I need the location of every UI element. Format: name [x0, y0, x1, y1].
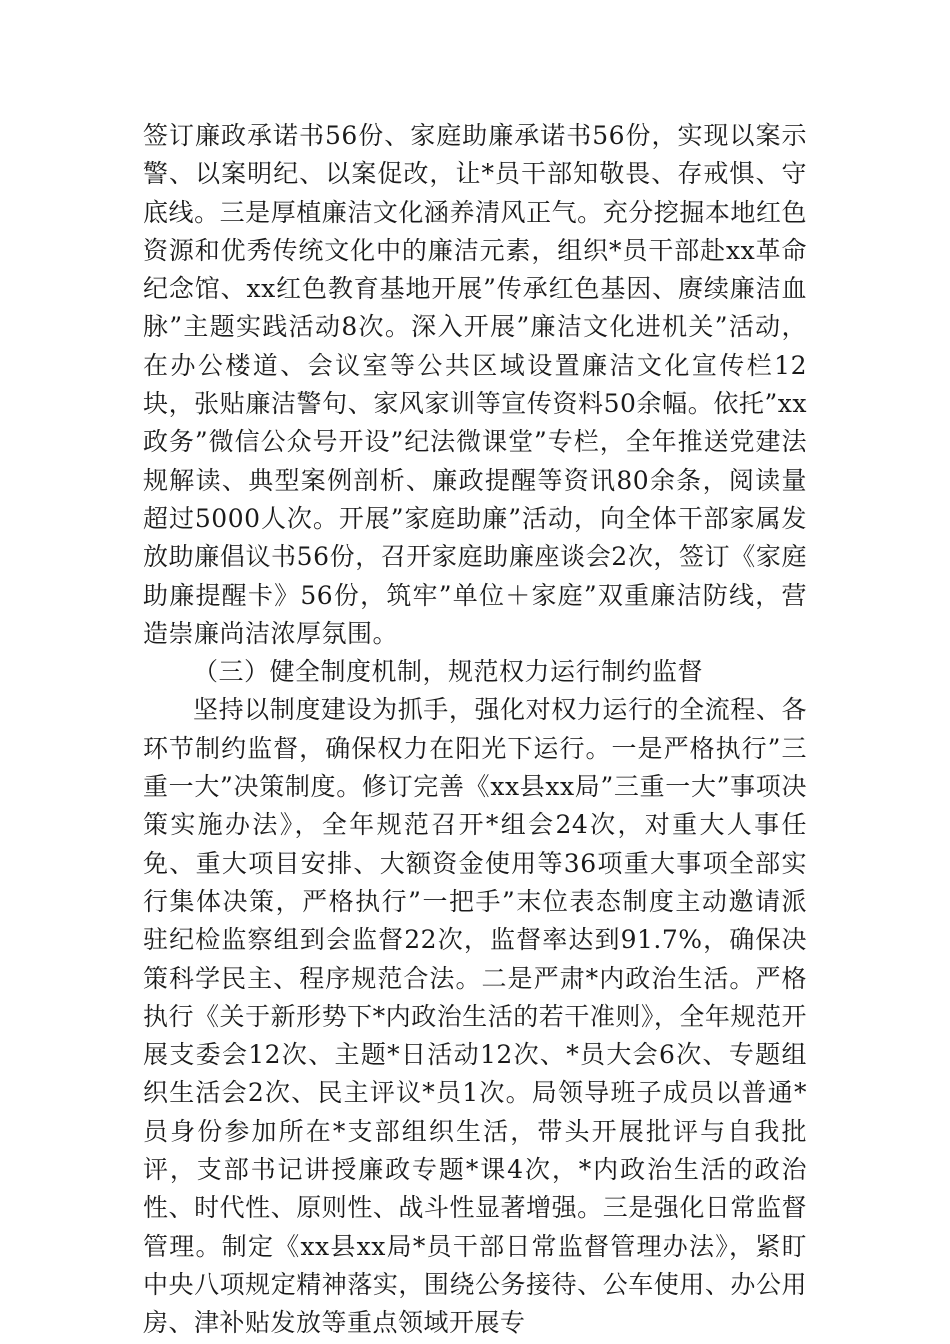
section-heading: （三）健全制度机制，规范权力运行制约监督: [193, 657, 704, 687]
paragraph-continued: 签订廉政承诺书56份、家庭助廉承诺书56份，实现以案示警、以案明纪、以案促改，让*员干部知敬畏、存戒惧、守底线。三是厚植廉洁文化涵养清风正气。充分挖掘本地红色资源和优秀传统文化中的廉洁元素，组织*员干部赴xx革命纪念馆、xx红色教育基地开展”传承红色基因、赓续廉洁血脉”主题实践活动8次。深入开展”廉洁文化进机关”活动，在办公楼道、会议室等公共区域设置廉洁文化宣传栏12块，张贴廉洁警句、家风家训等宣传资料50余幅。依托”xx政务”微信公众号开设”纪法微课堂”专栏，全年推送党建法规解读、典型案例剖析、廉政提醒等资讯80余条，阅读量超过5000人次。开展”家庭助廉”活动，向全体干部家属发放助廉倡议书56份，召开家庭助廉座谈会2次，签订《家庭助廉提醒卡》56份，筑牢”单位＋家庭”双重廉洁防线，营造崇廉尚洁浓厚氛围。: [143, 121, 807, 648]
document-body: [143, 117, 807, 1343]
paragraph: 坚持以制度建设为抓手，强化对权力运行的全流程、各环节制约监督，确保权力在阳光下运行。一是严格执行”三重一大”决策制度。修订完善《xx县xx局”三重一大”事项决策实施办法》，全年规范召开*组会24次，对重大人事任免、重大项目安排、大额资金使用等36项重大事项全部实行集体决策，严格执行”一把手”末位表态制度主动邀请派驻纪检监察组到会监督22次，监督率达到91.7%，确保决策科学民主、程序规范合法。二是严肃*内政治生活。严格执行《关于新形势下*内政治生活的若干准则》，全年规范开展支委会12次、主题*日活动12次、*员大会6次、专题组织生活会2次、民主评议*员1次。局领导班子成员以普通*员身份参加所在*支部组织生活，带头开展批评与自我批评，支部书记讲授廉政专题*课4次，*内政治生活的政治性、时代性、原则性、战斗性显著增强。三是强化日常监督管理。制定《xx县xx局*员干部日常监督管理办法》，紧盯中央八项规定精神落实，围绕公务接待、公车使用、办公用房、津补贴发放等重点领域开展专: [143, 695, 807, 1338]
